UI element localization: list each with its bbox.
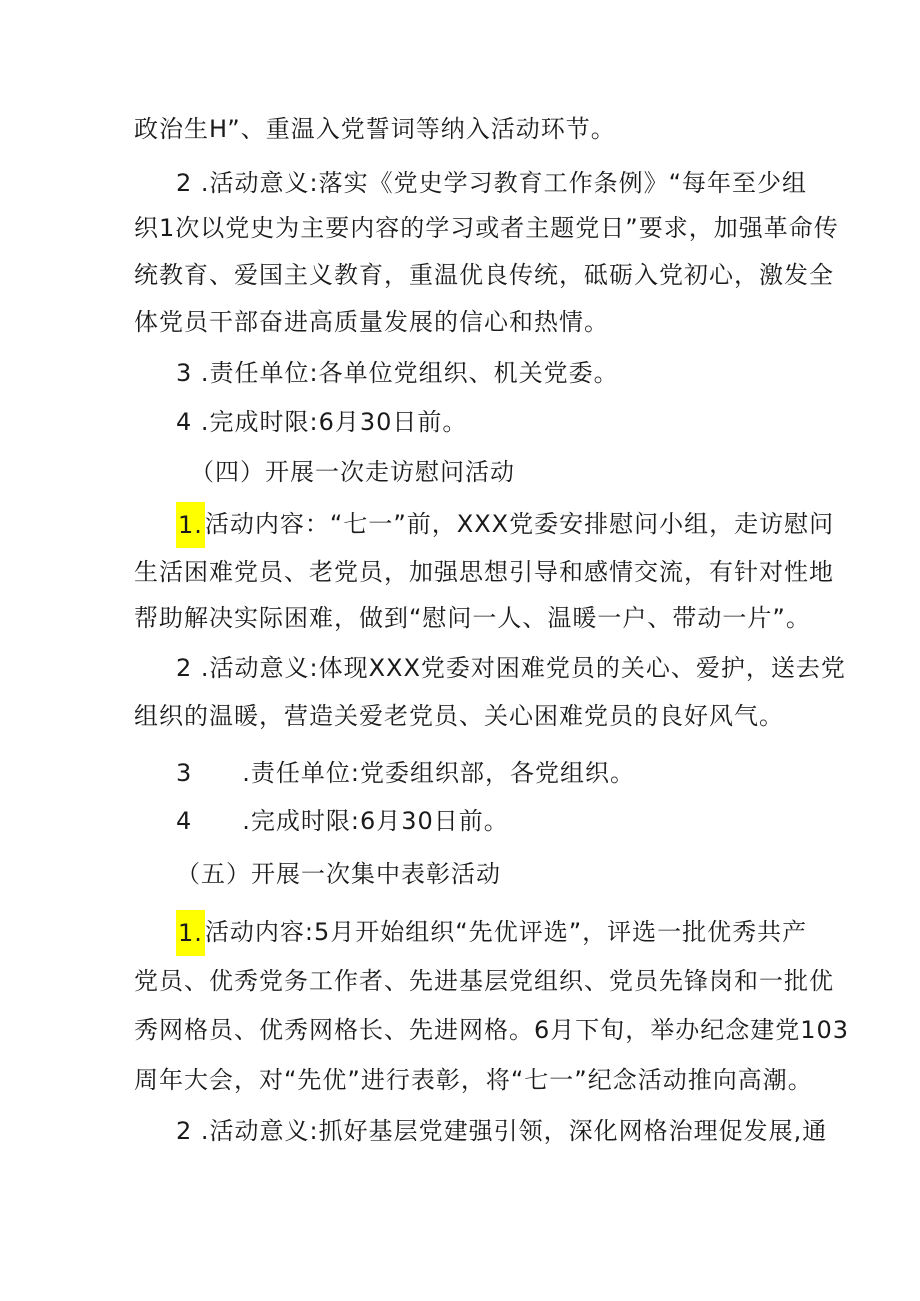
paragraph-line: 4 .完成时限:6月30日前。 — [176, 807, 509, 835]
paragraph-line — [176, 910, 807, 956]
paragraph-line: 2 .活动意义:落实《党史学习教育工作条例》“每年至少组 — [176, 169, 808, 197]
paragraph-line: 3 .责任单位:各单位党组织、机关党委。 — [176, 359, 619, 387]
highlight-mark: 1. — [176, 502, 205, 548]
paragraph-line: 4 .完成时限:6月30日前。 — [176, 408, 468, 436]
section-heading: （五）开展一次集中表彰活动 — [176, 860, 501, 888]
paragraph-line: 帮助解决实际困难，做到“慰问一人、温暖一户、带动一片”。 — [134, 604, 811, 632]
paragraph-line: 3 .责任单位:党委组织部，各党组织。 — [176, 759, 635, 787]
paragraph-line: 统教育、爱国主义教育，重温优良传统，砥砺入党初心，激发全 — [134, 261, 834, 289]
paragraph-line: 织1次以党史为主要内容的学习或者主题党日”要求，加强革命传 — [134, 214, 839, 242]
paragraph-line: 组织的温暖，营造关爱老党员、关心困难党员的良好风气。 — [134, 702, 784, 730]
paragraph-line: 周年大会，对“先优”进行表彰，将“七一”纪念活动推向高潮。 — [134, 1066, 813, 1094]
paragraph-line: 党员、优秀党务工作者、先进基层党组织、党员先锋岗和一批优 — [134, 967, 834, 995]
paragraph-line: 政治生H”、重温入党誓词等纳入活动环节。 — [134, 115, 616, 143]
paragraph-text: 活动内容:5月开始组织“先优评选”，评选一批优秀共产 — [204, 918, 808, 946]
section-heading: （四）开展一次走访慰问活动 — [190, 458, 515, 486]
paragraph-line: 体党员干部奋进高质量发展的信心和热情。 — [134, 308, 609, 336]
paragraph-line: 2 .活动意义:体现XXX党委对困难党员的关心、爱护，送去党 — [176, 654, 846, 682]
paragraph-line: 秀网格员、优秀网格长、先进网格。6月下旬，举办纪念建党103 — [134, 1016, 850, 1044]
highlight-mark: 1. — [176, 910, 205, 956]
paragraph-line — [176, 502, 834, 548]
paragraph-line: 2 .活动意义:抓好基层党建强引领，深化网格治理促发展,通 — [176, 1117, 828, 1145]
paragraph-text: 活动内容：“七一”前，XXX党委安排慰问小组，走访慰问 — [204, 510, 835, 538]
paragraph-line: 生活困难党员、老党员，加强思想引导和感情交流，有针对性地 — [134, 558, 834, 586]
